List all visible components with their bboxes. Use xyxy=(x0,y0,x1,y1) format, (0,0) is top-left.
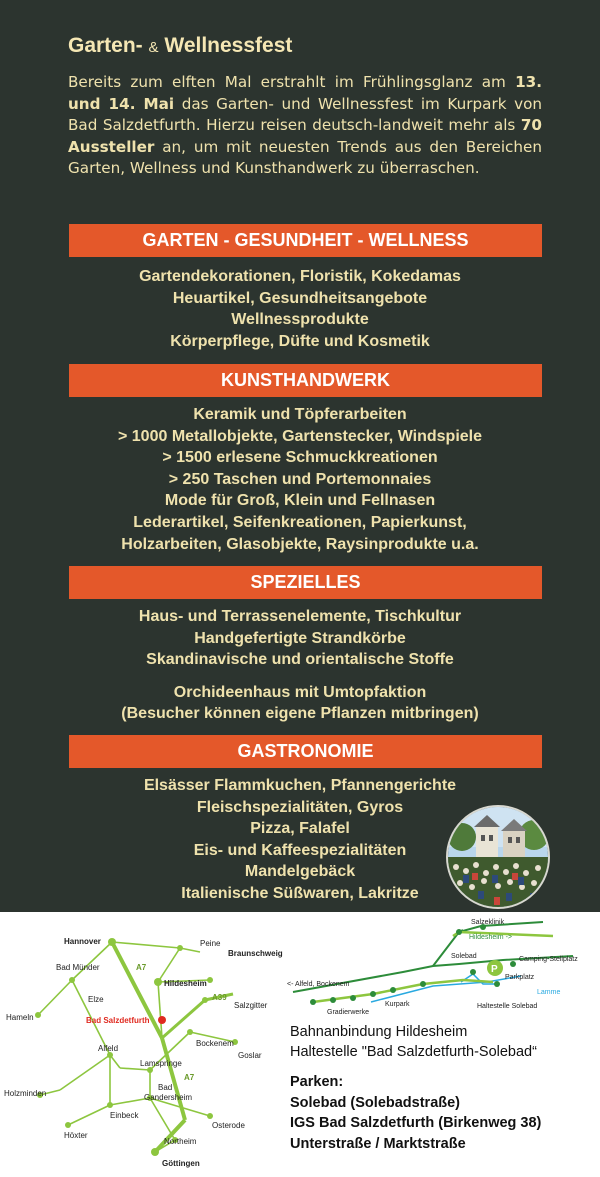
list-item: Mandelgebäck xyxy=(244,863,356,881)
map-label-parkplatz: Parkplatz xyxy=(505,974,535,981)
map-label-alfeld-bockenem: <- Alfeld, Bockenem xyxy=(287,981,350,988)
list-item: > 1000 Metallobjekte, Gartenstecker, Windspiele xyxy=(117,427,482,445)
list-item: Skandinavische und orientalische Stoffe xyxy=(146,651,454,669)
map-label-haltestelle: Haltestelle Solebad xyxy=(477,1003,538,1010)
map-label-goslar: Goslar xyxy=(238,1051,262,1060)
map-label-hildesheim-arrow: Hildesheim -> xyxy=(469,934,512,941)
intro-text-1: Bereits zum elften Mal erstrahlt im Frühlingsglanz am xyxy=(68,73,516,91)
list-item: Fleischspezialitäten, Gyros xyxy=(196,798,404,816)
map-label-lamme: Lamme xyxy=(537,989,561,996)
map-label-a7-south: A7 xyxy=(184,1073,195,1082)
title-part2: Wellnessfest xyxy=(164,34,293,57)
map-label-hameln: Hameln xyxy=(6,1013,34,1022)
parking-info xyxy=(290,1072,541,1154)
list-item: > 250 Taschen und Portemonnaies xyxy=(168,470,432,488)
list-item: Wellnessprodukte xyxy=(231,311,369,329)
list-gap xyxy=(40,671,560,682)
map-label-peine: Peine xyxy=(200,939,221,948)
map-label-kurpark: Kurpark xyxy=(385,1001,410,1008)
list-item: Orchideenhaus mit Umtopfaktion xyxy=(173,683,427,701)
map-label-osterode: Osterode xyxy=(212,1121,245,1130)
map-label-camping: Camping-Stellplatz xyxy=(519,956,578,963)
section-heading-garten: GARTEN - GESUNDHEIT - WELLNESS xyxy=(69,224,542,257)
intro-date: 13. und 14. Mai xyxy=(68,73,542,113)
list-item: Gartendekorationen, Floristik, Kokedamas xyxy=(139,268,461,285)
map-label-gradierwerke: Gradierwerke xyxy=(327,1009,370,1016)
map-label-holzminden: Holzminden xyxy=(4,1089,47,1098)
map-label-elze: Elze xyxy=(88,995,104,1004)
section-heading-kunsthandwerk: KUNSTHANDWERK xyxy=(69,364,542,397)
intro-exhibitor-count: 70 Aussteller xyxy=(68,116,542,156)
section-heading-spezielles: SPEZIELLES xyxy=(69,566,542,599)
map-label-hildesheim: Hildesheim xyxy=(164,979,207,988)
parking-line2: IGS Bad Salzdetfurth (Birkenweg 38) xyxy=(290,1115,542,1131)
intro-paragraph xyxy=(68,72,542,180)
map-label-hoexter: Höxter xyxy=(64,1131,88,1140)
festival-photo xyxy=(446,805,550,909)
map-label-bad-muender: Bad Münder xyxy=(56,963,100,972)
section-list-spezielles xyxy=(40,606,560,725)
title-part1: Garten- xyxy=(68,34,143,57)
map-label-northeim: Northeim xyxy=(164,1137,197,1146)
list-item: Pizza, Falafel xyxy=(250,820,350,838)
intro-text-3: an, um mit neuesten Trends aus den Bereichen Garten, Wellness und Kunsthandwerk zu überraschen. xyxy=(68,137,542,177)
intro-text-2: das Garten- und Wellnessfest im Kurpark von Bad Salzdetfurth. Hierzu reisen deutsch-landweit mehr als xyxy=(68,94,542,134)
section-list-garten xyxy=(40,266,560,352)
region-map xyxy=(0,920,285,1175)
list-item: Keramik und Töpferarbeiten xyxy=(193,406,407,423)
section-list-kunsthandwerk xyxy=(40,404,560,555)
list-item: Handgefertigte Strandkörbe xyxy=(194,629,406,647)
map-label-alfeld: Alfeld xyxy=(98,1044,119,1053)
rail-info-line1: Bahnanbindung Hildesheim xyxy=(290,1024,468,1040)
map-label-hannover: Hannover xyxy=(64,937,101,946)
local-map xyxy=(283,912,583,1022)
map-label-braunschweig: Braunschweig xyxy=(228,949,283,958)
map-label-bad-salzdetfurth: Bad Salzdetfurth xyxy=(86,1016,150,1025)
list-item: Haus- und Terrassenelemente, Tischkultur xyxy=(138,608,462,625)
map-label-gandersheim: Gandersheim xyxy=(144,1093,193,1102)
map-label-einbeck: Einbeck xyxy=(110,1111,139,1120)
list-item: Körperpflege, Düfte und Kosmetik xyxy=(170,332,430,350)
rail-info xyxy=(290,1022,537,1062)
map-label-bad: Bad xyxy=(158,1083,173,1092)
map-label-goettingen: Göttingen xyxy=(162,1159,200,1168)
list-item: Eis- und Kaffeespezialitäten xyxy=(193,841,407,859)
parking-p-label: P xyxy=(491,964,498,975)
list-item: Italienische Süßwaren, Lakritze xyxy=(181,884,419,902)
map-label-a39: A39 xyxy=(212,993,227,1002)
section-heading-gastronomie: GASTRONOMIE xyxy=(69,735,542,768)
page-title xyxy=(68,34,292,58)
list-item: (Besucher können eigene Pflanzen mitbringen) xyxy=(121,705,479,723)
parking-line3: Unterstraße / Marktstraße xyxy=(290,1135,466,1152)
map-label-salzeklinik: Salzeklinik xyxy=(471,919,505,926)
map-label-bockenem: Bockenem xyxy=(196,1039,234,1048)
map-label-lamspringe: Lamspringe xyxy=(140,1059,182,1068)
list-item: Lederartikel, Seifenkreationen, Papierkunst, xyxy=(133,513,467,531)
map-label-solebad: Solebad xyxy=(451,953,477,960)
list-item: Holzarbeiten, Glasobjekte, Raysinprodukte u.a. xyxy=(121,535,479,553)
list-item: Heuartikel, Gesundheitsangebote xyxy=(172,289,428,307)
list-item: Elsässer Flammkuchen, Pfannengerichte xyxy=(143,777,457,794)
map-label-salzgitter: Salzgitter xyxy=(234,1001,268,1010)
list-item: Mode für Groß, Klein und Fellnasen xyxy=(164,492,436,510)
map-location-marker xyxy=(158,1016,166,1024)
title-amp: & xyxy=(148,39,159,56)
map-label-a7-north: A7 xyxy=(136,963,147,972)
list-item: > 1500 erlesene Schmuckkreationen xyxy=(162,449,438,467)
parking-line1: Solebad (Solebadstraße) xyxy=(290,1094,461,1111)
rail-info-line2: Haltestelle "Bad Salzdetfurth-Solebad“ xyxy=(290,1044,537,1060)
festival-photo-illustration xyxy=(448,807,548,907)
parking-title: Parken: xyxy=(290,1074,344,1090)
